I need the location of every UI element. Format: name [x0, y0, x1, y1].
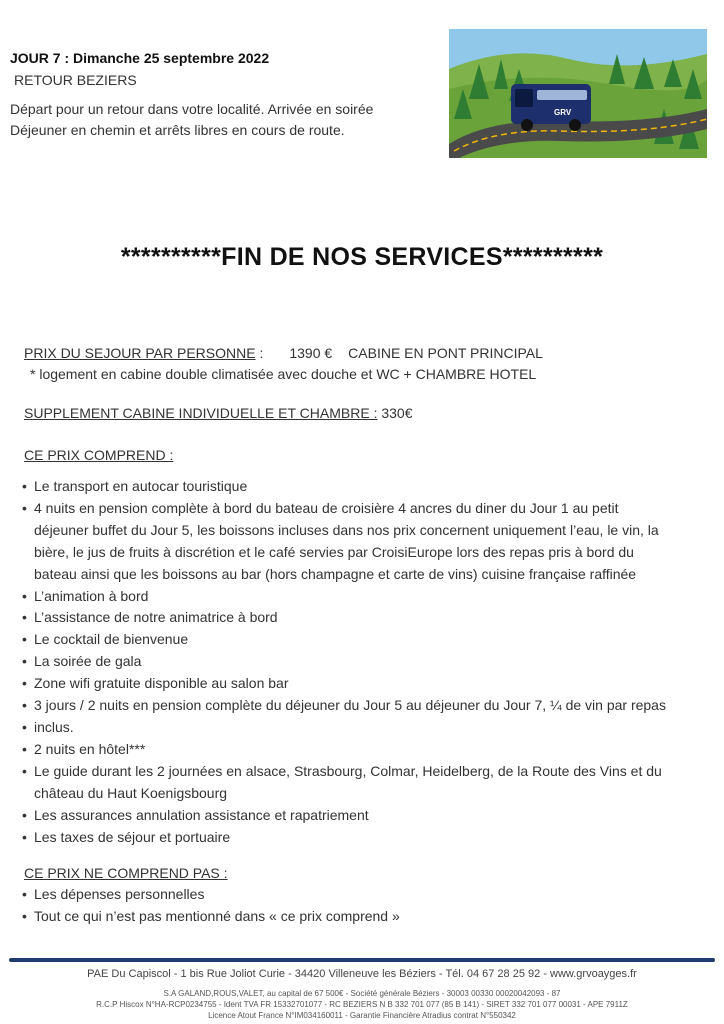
bus-logo-text: GRV	[554, 108, 572, 117]
list-item-text: inclus.	[34, 718, 74, 735]
bullet-icon: •	[22, 587, 27, 604]
list-item	[20, 884, 400, 906]
price-note: * logement en cabine double climatisée avec douche et WC + CHAMBRE HOTEL	[30, 366, 537, 382]
bullet-icon: •	[22, 806, 27, 823]
bus-icon	[511, 84, 591, 131]
bullet-icon: •	[22, 499, 27, 516]
price-cabin: CABINE EN PONT PRINCIPAL	[348, 345, 543, 361]
list-item	[20, 695, 666, 717]
list-item-text: Le cocktail de bienvenue	[34, 631, 189, 648]
day-title: JOUR 7 : Dimanche 25 septembre 2022	[10, 50, 270, 66]
list-item-text: 3 jours / 2 nuits en pension complète du déjeuner du Jour 5 au déjeuner du Jour 7, ¼ de vin par repas	[34, 697, 666, 714]
list-item-text: Le transport en autocar touristique	[34, 478, 248, 494]
supplement-label: SUPPLEMENT CABINE INDIVIDUELLE ET CHAMBRE :	[24, 405, 378, 421]
supplement-line	[24, 405, 413, 421]
list-item-text: Zone wifi gratuite disponible au salon bar	[34, 675, 289, 692]
list-item-text: déjeuner buffet du Jour 5, les boissons incluses dans nos prix concernent uniquement l’eau, le vin, la	[34, 521, 659, 538]
list-item	[20, 498, 666, 586]
list-item-text: L’assistance de notre animatrice à bord	[34, 609, 278, 626]
list-item	[20, 651, 666, 673]
list-item-text: Les taxes de séjour et portuaire	[34, 828, 231, 845]
list-item-text: Les dépenses personnelles	[34, 886, 205, 902]
list-item-text: 4 nuits en pension complète à bord du bateau de croisière 4 ancres du diner du Jour 1 au petit	[34, 499, 619, 516]
list-item	[20, 827, 666, 849]
footer-legal-line: S.A GALAND,ROUS,VALET, au capital de 67 500€ - Société générale Béziers - 30003 00330 00020042093 - 87	[163, 989, 561, 998]
list-item-text: Tout ce qui n’est pas mentionné dans « ce prix comprend »	[34, 907, 400, 924]
bullet-icon: •	[22, 697, 27, 714]
price-section	[24, 343, 543, 385]
bullet-icon: •	[22, 675, 27, 692]
bullet-icon: •	[22, 828, 27, 845]
list-item-text: château du Haut Koenigsbourg	[34, 784, 228, 801]
bullet-icon: •	[22, 740, 27, 757]
list-item-text: 2 nuits en hôtel***	[34, 740, 146, 757]
bullet-icon: •	[22, 609, 27, 626]
list-item	[20, 673, 666, 695]
bullet-icon: •	[22, 653, 27, 670]
price-colon: :	[255, 345, 264, 361]
list-item	[20, 607, 666, 629]
footer-legal-line: R.C.P Hiscox N°HA-RCP0234755 - Ident TVA FR 15332701077 - RC BEZIERS N B 332 701 077 (85 B 141) - SIRET 332 701 077 00031 - APE 7911Z	[96, 1000, 628, 1009]
excludes-heading: CE PRIX NE COMPREND PAS :	[24, 865, 228, 881]
day-description-line: Départ pour un retour dans votre localité. Arrivée en soirée	[10, 101, 374, 117]
list-item-text: L’animation à bord	[34, 587, 149, 604]
list-item	[20, 906, 400, 928]
bullet-icon: •	[22, 631, 27, 648]
day-description-line: Déjeuner en chemin et arrêts libres en cours de route.	[10, 122, 345, 138]
list-item	[20, 805, 666, 827]
list-item-text: Le guide durant les 2 journées en alsace, Strasbourg, Colmar, Heidelberg, de la Route des Vins et du	[34, 762, 662, 779]
bus-illustration	[449, 29, 707, 158]
price-label: PRIX DU SEJOUR PAR PERSONNE	[24, 345, 256, 361]
bullet-icon: •	[22, 762, 27, 779]
list-item-text: La soirée de gala	[34, 653, 142, 670]
bullet-icon: •	[22, 478, 27, 494]
list-item	[20, 761, 666, 805]
includes-list	[20, 476, 666, 848]
list-item-text: Les assurances annulation assistance et rapatriement	[34, 806, 369, 823]
footer-legal-line: Licence Atout France N°IM034160011 - Garantie Financière Atradius contrat N°550342	[208, 1011, 516, 1020]
day-description	[10, 99, 373, 141]
bullet-icon: •	[22, 907, 27, 924]
footer-address: PAE Du Capiscol - 1 bis Rue Joliot Curie - 34420 Villeneuve les Béziers - Tél. 04 67 28 25 92 - www.grvoayges.fr	[87, 968, 637, 980]
includes-heading: CE PRIX COMPREND :	[24, 447, 174, 463]
price-amount: 1390 €	[289, 345, 333, 361]
list-item-text: bateau ainsi que les boissons au bar (hors champagne et carte de vins) cuisine française raffinée	[34, 565, 637, 582]
supplement-value: 330€	[377, 405, 413, 421]
list-item-text: bière, le jus de fruits à discrétion et le café servies par CroisiEurope lors des repas pris à bord du	[34, 543, 634, 560]
bullet-icon: •	[22, 886, 27, 902]
excludes-list	[20, 884, 400, 928]
end-of-services-banner: **********FIN DE NOS SERVICES**********	[120, 243, 604, 271]
footer-divider	[9, 958, 715, 962]
list-item	[20, 629, 666, 651]
bullet-icon: •	[22, 718, 27, 735]
day-subtitle: RETOUR BEZIERS	[14, 72, 137, 88]
list-item	[20, 739, 666, 761]
list-item	[20, 586, 666, 608]
list-item	[20, 717, 666, 739]
list-item	[20, 476, 666, 498]
